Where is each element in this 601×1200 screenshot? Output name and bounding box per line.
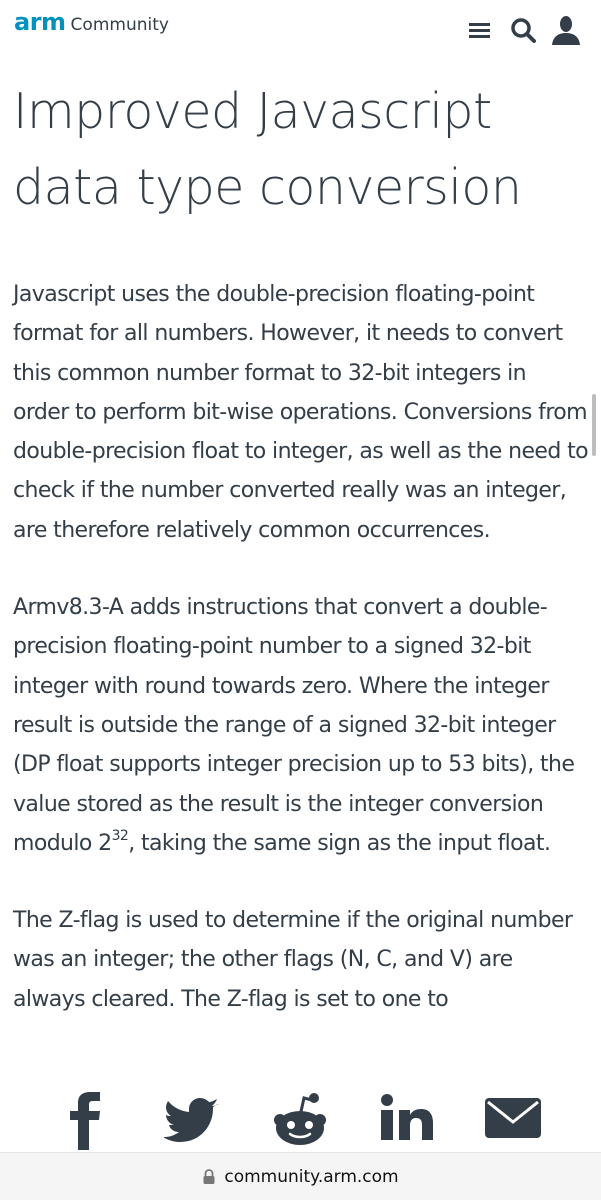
reddit-icon [270, 1090, 330, 1152]
lock-icon [202, 1169, 224, 1185]
site-header [0, 0, 601, 56]
hamburger-menu-icon[interactable] [465, 14, 499, 46]
linkedin-icon [380, 1090, 436, 1152]
search-icon[interactable] [507, 14, 541, 46]
reddit-share-button[interactable] [270, 1090, 330, 1152]
browser-address-bar[interactable] [0, 1152, 601, 1200]
address-display [202, 1167, 398, 1187]
scrollbar-thumb[interactable] [592, 394, 596, 456]
social-share-bar [0, 1090, 601, 1152]
logo-text: Community [70, 15, 169, 35]
facebook-share-button[interactable] [62, 1090, 110, 1152]
linkedin-share-button[interactable] [380, 1090, 436, 1152]
email-icon [484, 1090, 542, 1152]
user-icon[interactable] [549, 14, 583, 46]
paragraph-2-text-end: , taking the same sign as the input float. [128, 830, 551, 856]
article-paragraph-3: The Z-flag is used to determine if the original number was an integer; the other flags (N, C, and V) are always cleared. The Z-flag is set to one to [13, 908, 573, 1012]
email-share-button[interactable] [484, 1090, 542, 1152]
twitter-share-button[interactable] [164, 1090, 222, 1152]
arm-community-logo[interactable] [14, 8, 169, 38]
paragraph-2-text: Armv8.3-A adds instructions that convert a double-precision floating-point number to a signed 32-bit integer with round towards zero. Where the integer result is outside the range of a signed 32-bit integer (DP float supports integer precision up to 53 bits), the value stored as the result is the integer conversion modulo 2 [13, 595, 575, 856]
article-body [13, 275, 588, 1057]
article-paragraph-2 [13, 588, 588, 863]
header-actions [457, 14, 583, 46]
article-title: Improved Javascript data type conversion [13, 83, 522, 216]
url-text: community.arm.com [224, 1166, 399, 1187]
exponent-superscript: 32 [111, 827, 129, 844]
twitter-icon [164, 1090, 222, 1152]
article-paragraph-1: Javascript uses the double-precision floating-point format for all numbers. However, it needs to convert this common number format to 32-bit integers in order to perform bit-wise operations. Conversions from double-precision float to integer, as well as the need to check if the number converted really was an integer, are therefore relatively common occurrences. [13, 282, 588, 543]
logo-brand: arm [14, 8, 66, 36]
facebook-icon [62, 1090, 110, 1152]
